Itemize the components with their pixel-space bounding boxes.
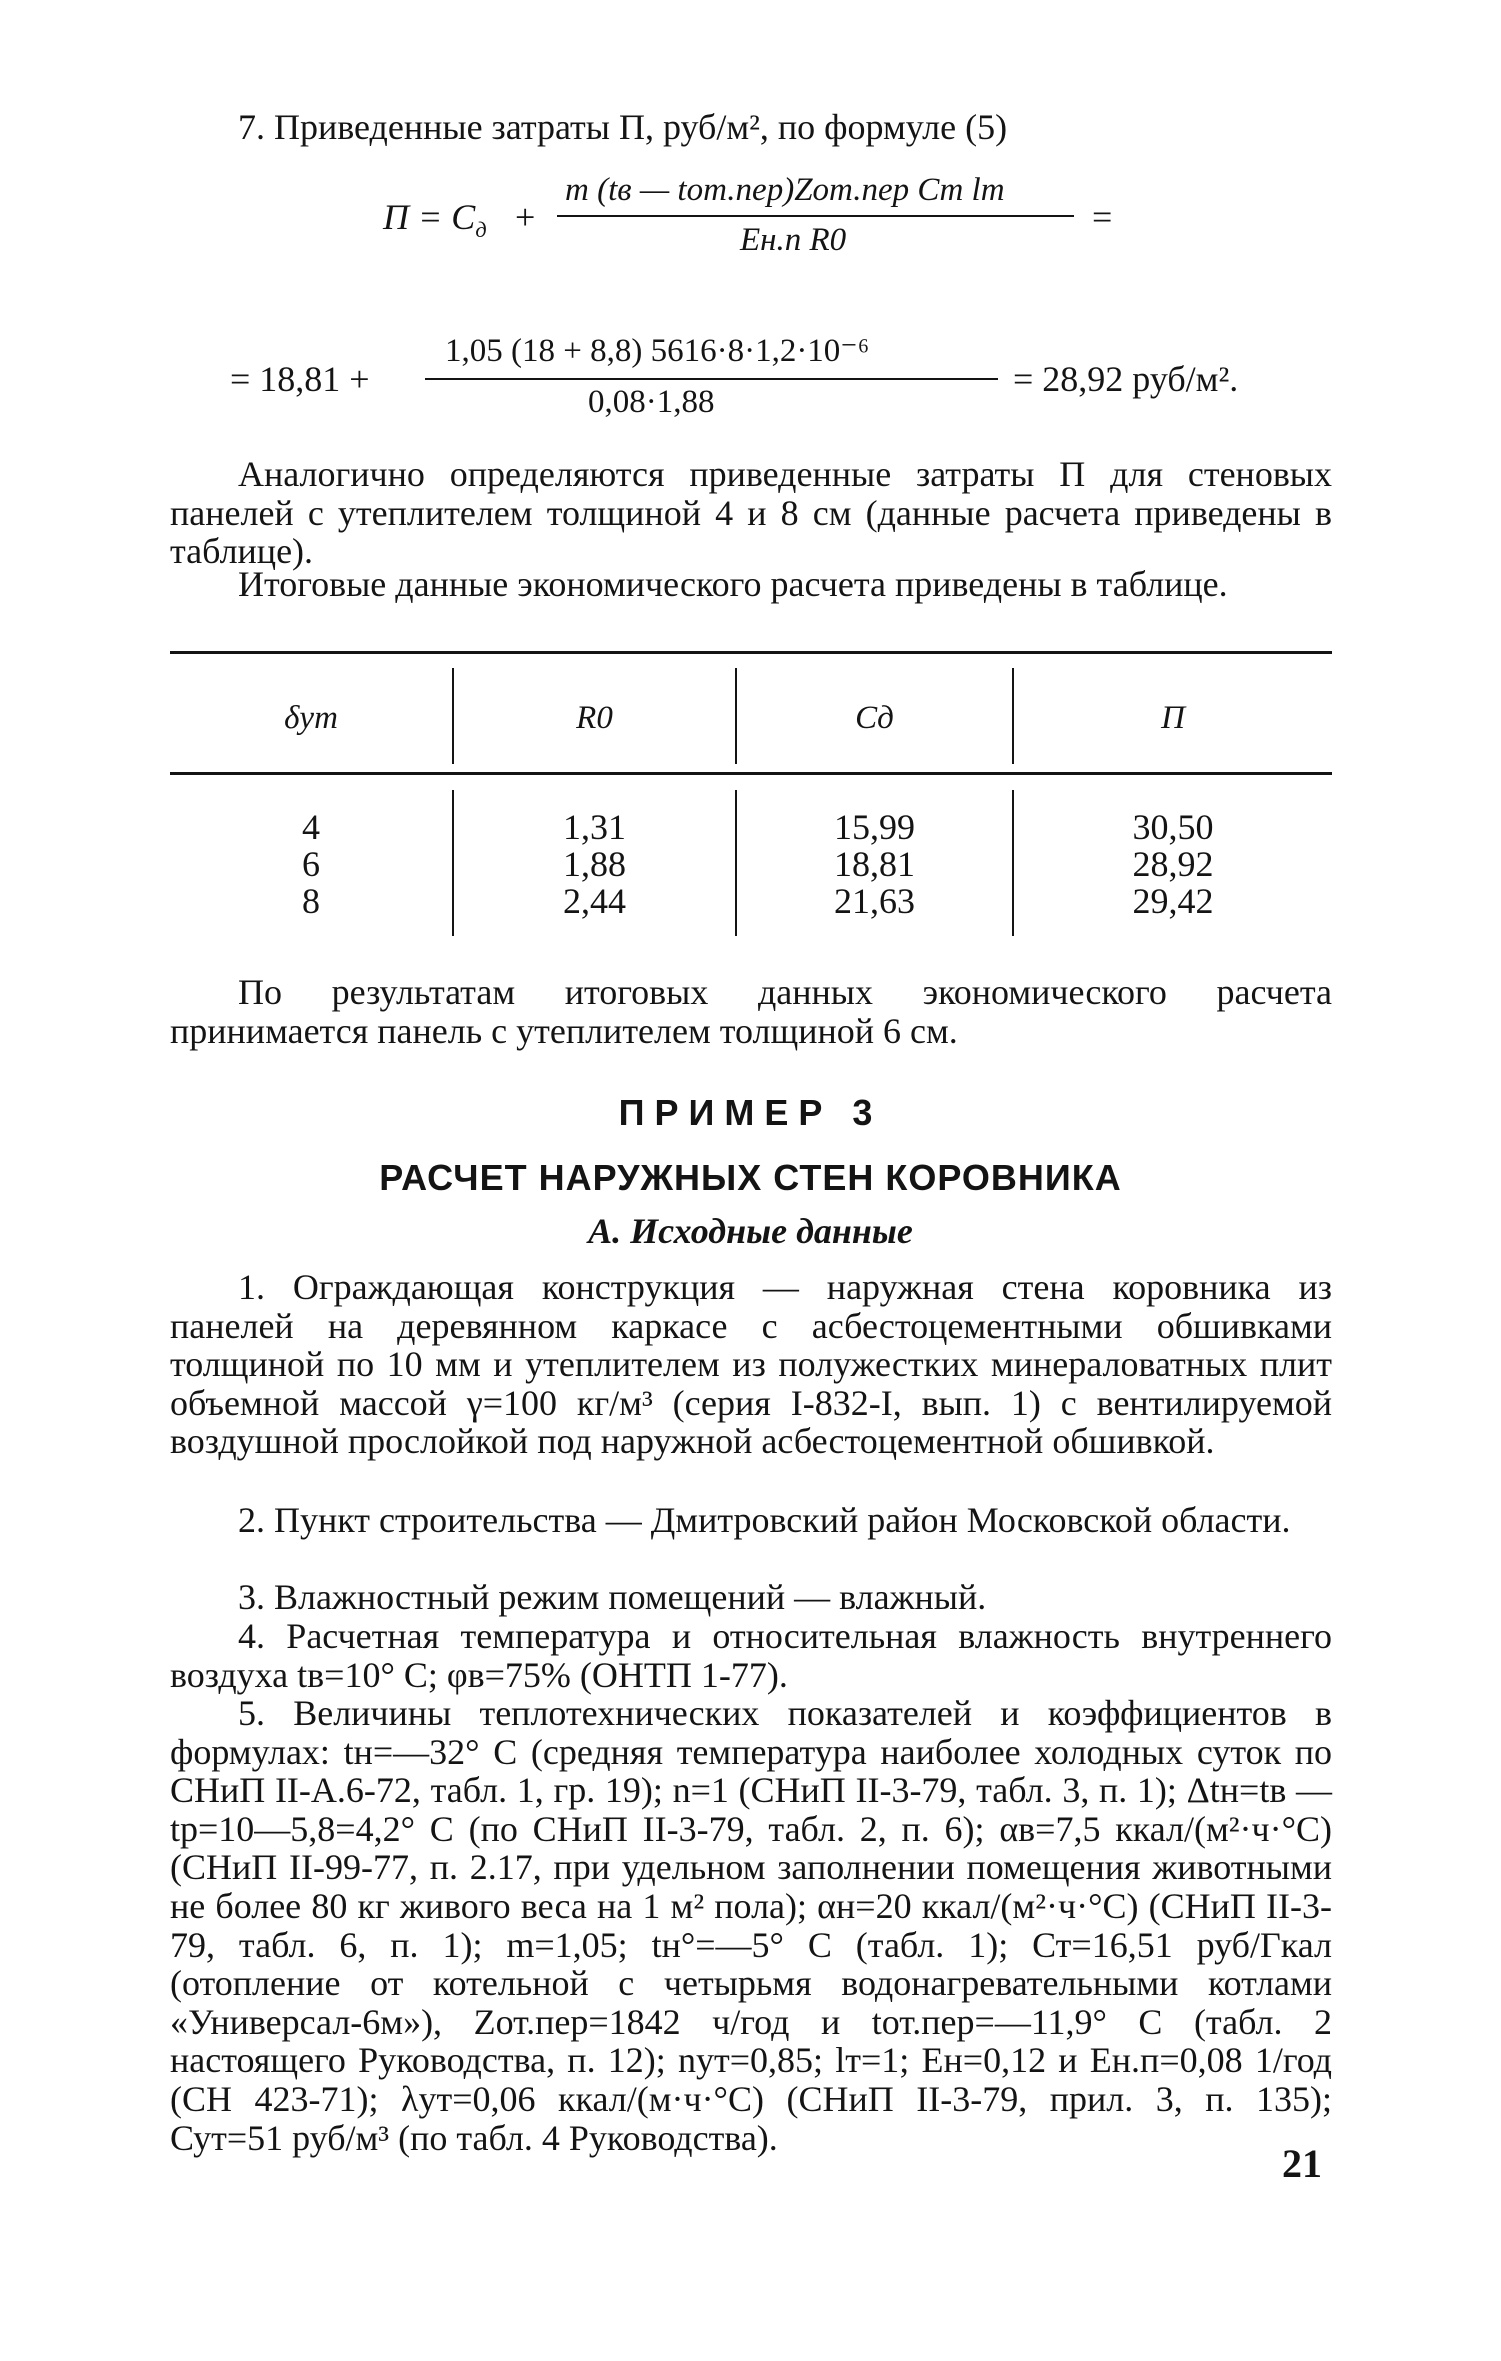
formula-line2-prefix: = 18,81 + <box>230 359 370 399</box>
table-header-cell: П <box>1161 700 1185 736</box>
table-header-rule <box>170 772 1332 775</box>
formula-denominator: Eн.п R0 <box>740 222 847 258</box>
formula-equals: = <box>1092 197 1113 237</box>
table-cell: 15,99 <box>834 807 915 847</box>
item-1: 1. Ограждающая конструкция — наружная стена коровника из панелей на деревянном каркасе с асбестоцементными обшивками толщиной по 10 мм и утеплителем из полужестких минераловатных плит объемной массой γ=100 кг/м³ (серия I-832-I, вып. 1) с вентилируемой воздушной прослойкой под наружной асбестоцементной обшивкой. <box>170 1267 1332 1462</box>
para-result: По результатам итоговых данных экономического расчета принимается панель с утеплителем толщиной 6 см. <box>170 972 1332 1051</box>
item-7-text: 7. Приведенные затраты П, руб/м², по формуле (5) <box>238 107 1008 147</box>
table-cell: 29,42 <box>1132 881 1214 921</box>
table-header-cell: δут <box>284 700 338 736</box>
example-subtitle: А. Исходные данные <box>588 1211 913 1251</box>
fraction-line <box>557 215 1074 217</box>
formula-numerator2: 1,05 (18 + 8,8) 5616·8·1,2·10⁻⁶ <box>445 333 870 369</box>
item-4: 4. Расчетная температура и относительная влажность внутреннего воздуха tв=10° С; φв=75% (ОНТП 1-77). <box>170 1616 1332 1695</box>
formula-plus: + <box>515 197 536 237</box>
table-cell: 28,92 <box>1132 844 1214 884</box>
item-5: 5. Величины теплотехнических показателей и коэффициентов в формулах: tн=—32° С (средняя температура наиболее холодных суток по СНиП II-А.6-72, табл. 1, гр. 19); n=1 (СНиП II-3-79, табл. 3, п. 1); Δtн=tв — tр=10—5,8=4,2° С (по СНиП II-3-79, табл. 2, п. 6); αв=7,5 ккал/(м²·ч·°С) (СНиП II-99-77, п. 2.17, при удельном заполнении помещения животными не более 80 кг живого веса на 1 м² пола); αн=20 ккал/(м²·ч·°С) (СНиП II-3-79, табл. 6, п. 1); m=1,05; tн°=—5° С (табл. 1); Ст=16,51 руб/Гкал (отопление от котельной с четырьмя водонагревательными котлами «Универсал-6м»), Zот.пер=1842 ч/год и tот.пер=—11,9° С (табл. 2 настоящего Руководства, п. 12); nут=0,85; lт=1; Ен=0,12 и Ен.п=0,08 1/год (СН 423-71); λут=0,06 ккал/(м·ч·°С) (СНиП II-3-79, прил. 3, п. 135); Сут=51 руб/м³ (по табл. 4 Руководства). <box>170 1693 1332 2158</box>
item-2: 2. Пункт строительства — Дмитровский район Московской области. <box>238 1500 1291 1540</box>
table-cell: 1,88 <box>563 844 626 884</box>
page-number: 21 <box>1282 2141 1322 2186</box>
formula-denominator2: 0,08·1,88 <box>588 384 715 420</box>
example-title: РАСЧЕТ НАРУЖНЫХ СТЕН КОРОВНИКА <box>379 1157 1122 1198</box>
table-cell: 21,63 <box>834 881 915 921</box>
table-cell: 2,44 <box>563 881 626 921</box>
table-cell: 18,81 <box>834 844 915 884</box>
formula-numerator: m (tв — tот.пер)Zот.пер Cт lт <box>565 172 1005 208</box>
table-header-cell: Сд <box>855 700 894 736</box>
formula-result: = 28,92 руб/м². <box>1013 359 1239 399</box>
table-cell: 30,50 <box>1132 807 1214 847</box>
table-top-rule <box>170 651 1332 654</box>
item-3: 3. Влажностный режим помещений — влажный. <box>238 1577 987 1617</box>
fraction-line-2 <box>425 378 998 380</box>
table-cell: 1,31 <box>563 807 626 847</box>
table-header-cell: R0 <box>576 700 613 736</box>
table-cell: 6 <box>302 844 320 884</box>
para-totals: Итоговые данные экономического расчета приведены в таблице. <box>238 564 1228 604</box>
para-similar: Аналогично определяются приведенные затраты П для стеновых панелей с утеплителем толщиной 4 и 8 см (данные расчета приведены в таблице). <box>170 454 1332 572</box>
table-cell: 8 <box>302 881 320 921</box>
formula-lhs: $П = С_д$ <box>383 197 487 243</box>
table-cell: 4 <box>302 807 320 847</box>
example-label: ПРИМЕР 3 <box>618 1092 883 1133</box>
